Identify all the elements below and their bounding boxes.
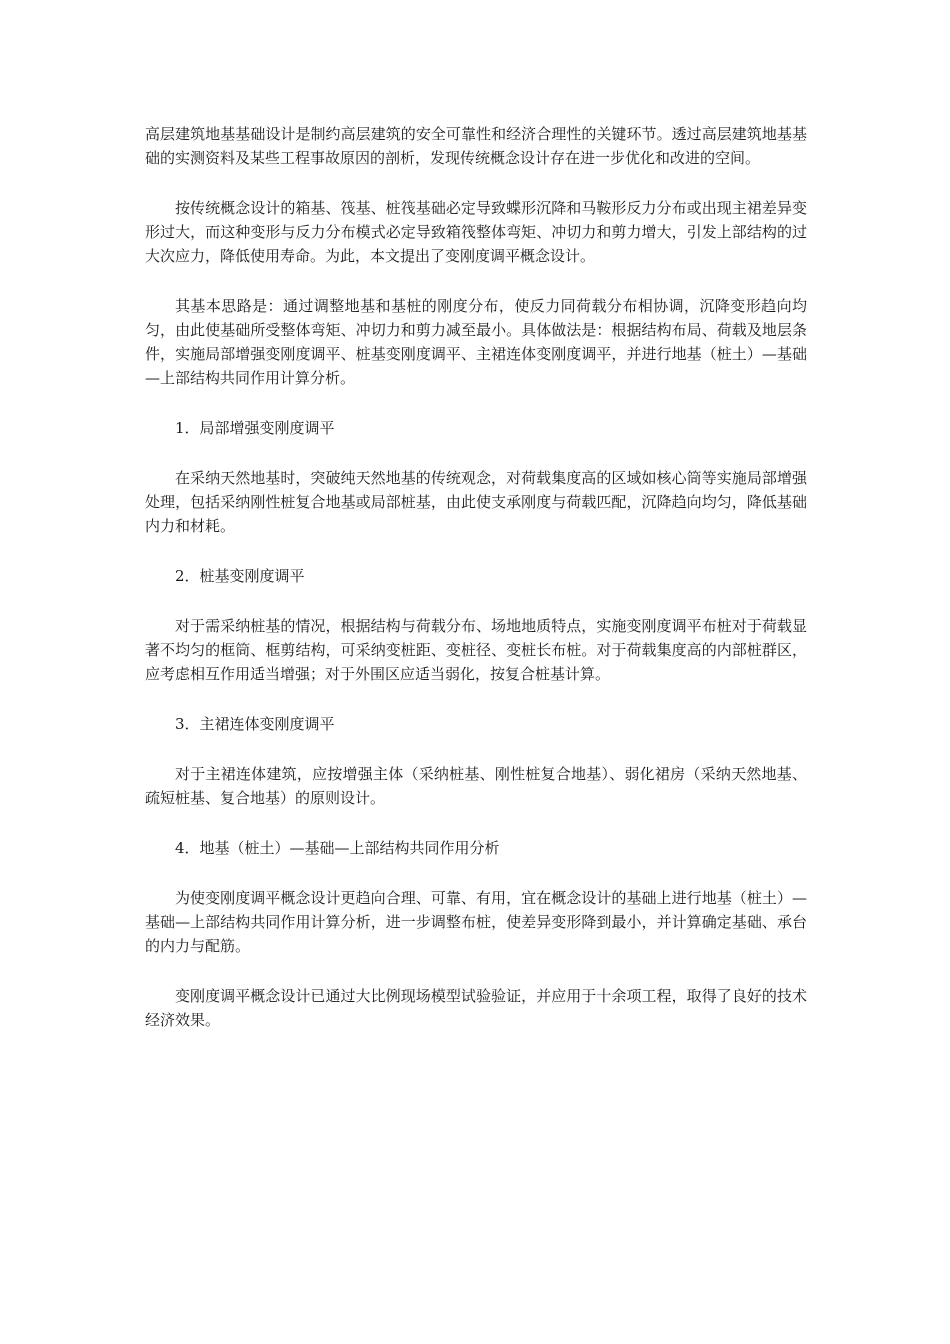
paragraph-spacer bbox=[145, 440, 807, 466]
paragraph-spacer bbox=[145, 810, 807, 836]
paragraph-spacer bbox=[145, 736, 807, 762]
paragraph-spacer bbox=[145, 390, 807, 416]
basic-idea-paragraph: 其基本思路是：通过调整地基和基桩的刚度分布，使反力同荷载分布相协调，沉降变形趋向均匀，由此使基础所受整体弯矩、冲切力和剪力减至最小。具体做法是：根据结构布局、荷载及地层条件，实施局部增强变刚度调平、桩基变刚度调平、主裙连体变刚度调平，并进行地基（桩土）—基础—上部结构共同作用计算分析。 bbox=[145, 297, 807, 387]
section-1-paragraph: 在采纳天然地基时，突破纯天然地基的传统观念，对荷载集度高的区域如核心筒等实施局部增强处理，包括采纳刚性桩复合地基或局部桩基，由此使支承刚度与荷载匹配，沉降趋向均匀，降低基础内力和材耗。 bbox=[145, 469, 807, 535]
section-4-paragraph: 为使变刚度调平概念设计更趋向合理、可靠、有用，宜在概念设计的基础上进行地基（桩土）—基础—上部结构共同作用计算分析，进一步调整布桩，使差异变形降到最小，并计算确定基础、承台的内力与配筋。 bbox=[145, 889, 807, 955]
paragraph-spacer bbox=[145, 588, 807, 614]
intro-paragraph: 高层建筑地基基础设计是制约高层建筑的安全可靠性和经济合理性的关键环节。透过高层建筑地基基础的实测资料及某些工程事故原因的剖析，发现传统概念设计存在进一步优化和改进的空间。 bbox=[145, 125, 807, 167]
paragraph-spacer bbox=[145, 170, 807, 196]
section-2-paragraph: 对于需采纳桩基的情况，根据结构与荷载分布、场地地质特点，实施变刚度调平布桩对于荷载显著不均匀的框筒、框剪结构，可采纳变桩距、变桩径、变桩长布桩。对于荷载集度高的内部桩群区，应考虑相互作用适当增强；对于外围区应适当弱化，按复合桩基计算。 bbox=[145, 617, 807, 683]
paragraph-spacer bbox=[145, 268, 807, 294]
paragraph-spacer bbox=[145, 686, 807, 712]
document-body bbox=[145, 122, 807, 1032]
section-heading-1: 1．局部增强变刚度调平 bbox=[175, 419, 335, 437]
section-heading-2: 2．桩基变刚度调平 bbox=[175, 567, 305, 585]
section-heading-3: 3．主裙连体变刚度调平 bbox=[175, 715, 335, 733]
paragraph-spacer bbox=[145, 860, 807, 886]
section-3-paragraph: 对于主裙连体建筑，应按增强主体（采纳桩基、刚性桩复合地基）、弱化裙房（采纳天然地基、疏短桩基、复合地基）的原则设计。 bbox=[145, 765, 807, 807]
conclusion-paragraph: 变刚度调平概念设计已通过大比例现场模型试验验证，并应用于十余项工程，取得了良好的技术经济效果。 bbox=[145, 987, 807, 1029]
paragraph-spacer bbox=[145, 958, 807, 984]
paragraph-spacer bbox=[145, 538, 807, 564]
traditional-design-paragraph: 按传统概念设计的箱基、筏基、桩筏基础必定导致蝶形沉降和马鞍形反力分布或出现主裙差异变形过大，而这种变形与反力分布模式必定导致箱筏整体弯矩、冲切力和剪力增大，引发上部结构的过大次应力，降低使用寿命。为此，本文提出了变刚度调平概念设计。 bbox=[145, 199, 807, 265]
section-heading-4: 4．地基（桩土）—基础—上部结构共同作用分析 bbox=[175, 839, 500, 857]
